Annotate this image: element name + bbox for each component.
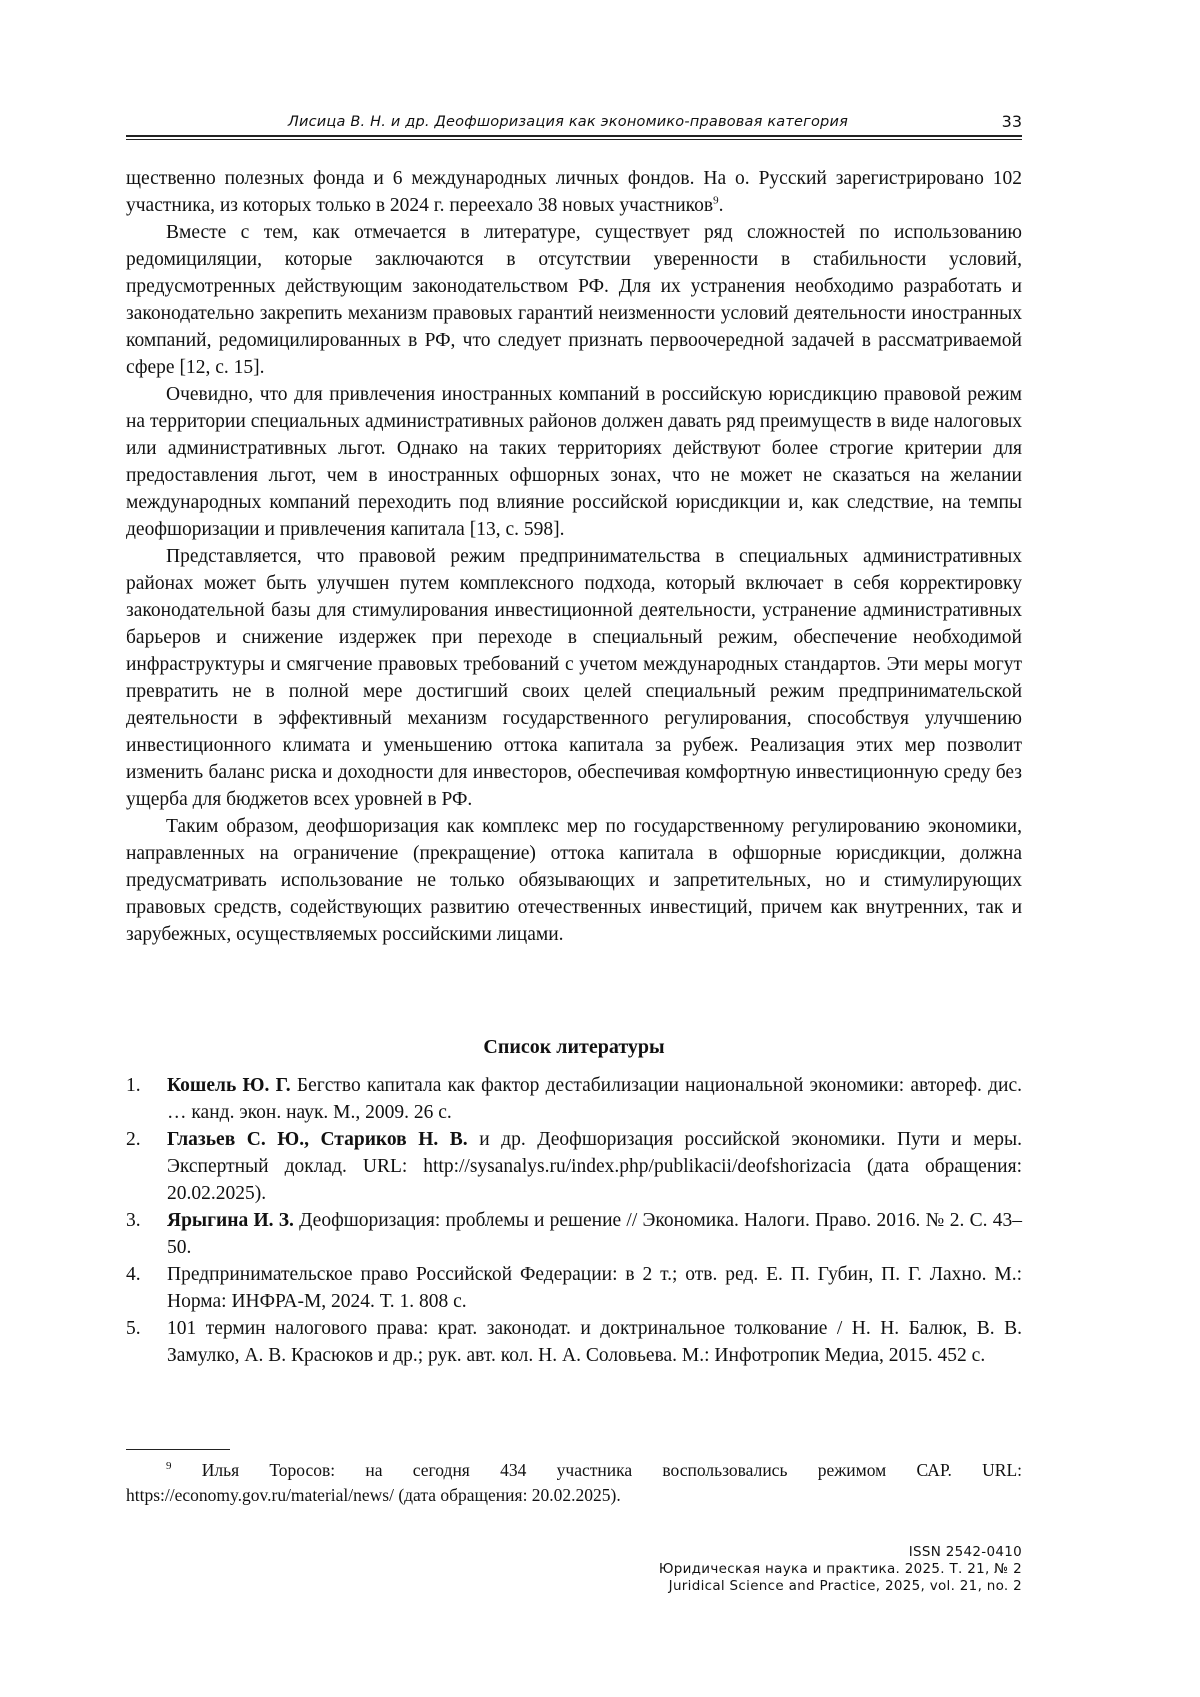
paragraph-4: Представляется, что правовой режим предпринимательства в специальных административных районах может быть улучшен путем комплексного подхода, который включает в себя корректировку законодательной базы для стимулирования инвестиционной деятельности, устранение административных барьеров и снижение издержек при переходе в специальный режим, обеспечение необходимой инфраструктуры и смягчение правовых требований с учетом международных стандартов. Эти меры могут превратить не в полной мере достигший своих целей специальный режим предпринимательской деятельности в эффективный механизм государственного регулирования, способствуя улучшению инвестиционного климата и уменьшению оттока капитала за рубеж. Реализация этих мер позволит изменить баланс риска и доходности для инвесторов, обеспечивая комфортную инвестиционную среду без ущерба для бюджетов всех уровней в РФ. xyxy=(126,546,1022,810)
journal-imprint xyxy=(659,1544,1022,1595)
running-header xyxy=(126,112,1022,136)
header-rule-thin xyxy=(126,139,1022,140)
reference-item: 2. Глазьев С. Ю., Стариков Н. В. и др. Деофшоризация российской экономики. Пути и меры. Экспертный доклад. URL: http://sysanalys.ru/index.php/publikacii/deofshorizacia (дата обращения: 20.02.2025). xyxy=(126,1129,1022,1204)
footnote-mark: 9 xyxy=(166,1460,172,1473)
footnote xyxy=(126,1458,1022,1508)
footnote-ref[interactable]: 9 xyxy=(713,194,719,207)
page-number: 33 xyxy=(1001,112,1022,131)
running-title: Лисица В. Н. и др. Деофшоризация как экономико-правовая категория xyxy=(287,114,848,130)
references-list xyxy=(126,1072,1022,1369)
paragraph-1: щественно полезных фонда и 6 международных личных фондов. На о. Русский зарегистрировано 102 участника, из которых только в 2024 г. переехало 38 новых участников$^9$. xyxy=(126,168,1022,216)
footnote-separator xyxy=(126,1449,230,1450)
reference-item: 1. Кошель Ю. Г. Бегство капитала как фактор дестабилизации национальной экономики: автореф. дис. … канд. экон. наук. М., 2009. 26 с. xyxy=(126,1075,1023,1123)
paragraph-2: Вместе с тем, как отмечается в литературе, существует ряд сложностей по использованию редомициляции, которые заключаются в отсутствии уверенности в стабильности условий, предусмотренных действующим законодательством РФ. Для их устранения необходимо разработать и законодательно закрепить механизм правовых гарантий неизменности условий деятельности иностранных компаний, редомицилированных в РФ, что следует признать первоочередной задачей в рассматриваемой сфере [12, с. 15]. xyxy=(126,222,1022,378)
issn: ISSN 2542-0410 xyxy=(908,1544,1022,1560)
article-body xyxy=(126,165,1022,948)
reference-item: 3. Ярыгина И. З. Деофшоризация: проблемы и решение // Экономика. Налоги. Право. 2016. № 2. С. 43–50. xyxy=(126,1210,1022,1258)
reference-item: 5. 101 термин налогового права: крат. законодат. и доктринальное толкование / Н. Н. Балюк, В. В. Замулко, А. В. Красюков и др.; рук. авт. кол. Н. А. Соловьева. М.: Инфотропик Медиа, 2015. 452 с. xyxy=(126,1318,1022,1366)
references-title: Список литературы xyxy=(483,1036,665,1058)
paragraph-3: Очевидно, что для привлечения иностранных компаний в российскую юрисдикцию правовой режим на территории специальных административных районов должен давать ряд преимуществ в виде налоговых или административных льгот. Однако на таких территориях действуют более строгие критерии для предоставления льгот, чем в иностранных офшорных зонах, что не может не сказаться на желании международных компаний переходить под влияние российской юрисдикции и, как следствие, на темпы деофшоризации и привлечения капитала [13, с. 598]. xyxy=(126,384,1022,540)
imprint-ru: Юридическая наука и практика. 2025. Т. 21, № 2 xyxy=(658,1561,1022,1577)
reference-item: 4. Предпринимательское право Российской Федерации: в 2 т.; отв. ред. Е. П. Губин, П. Г. Лахно. М.: Норма: ИНФРА-М, 2024. Т. 1. 808 с. xyxy=(126,1264,1022,1312)
imprint-en: Juridical Science and Practice, 2025, vol. 21, no. 2 xyxy=(668,1578,1022,1594)
paragraph-5: Таким образом, деофшоризация как комплекс мер по государственному регулированию экономики, направленных на ограничение (прекращение) оттока капитала в офшорные юрисдикции, должна предусматривать использование не только обязывающих и запретительных, но и стимулирующих правовых средств, содействующих развитию отечественных инвестиций, причем как внутренних, так и зарубежных, осуществляемых российскими лицами. xyxy=(126,816,1022,945)
header-rule-thick xyxy=(126,135,1022,137)
footnote-text: Илья Торосов: на сегодня 434 участника воспользовались режимом САР. URL: https://economy.gov.ru/material/news/ (дата обращения: 20.02.2025). xyxy=(126,1460,1022,1505)
